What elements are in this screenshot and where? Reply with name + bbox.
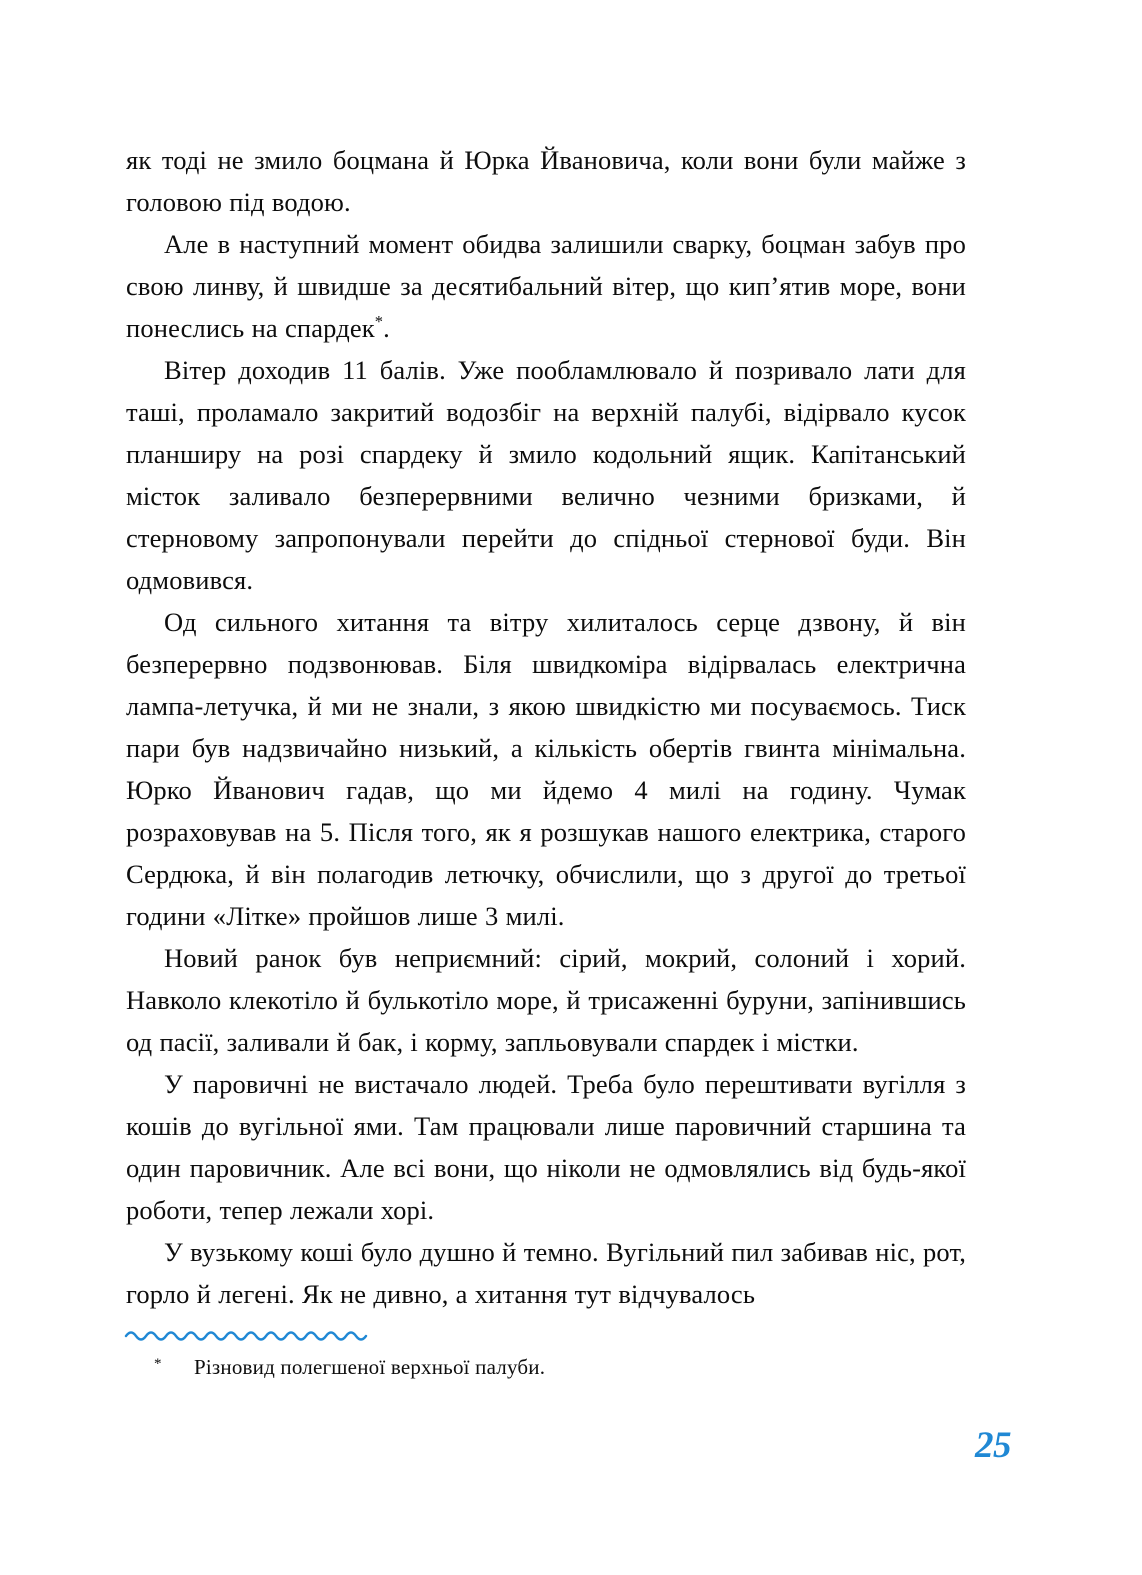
paragraph-text-after-marker: . <box>383 313 390 343</box>
footnote-zone <box>126 1327 966 1380</box>
wavy-divider-icon <box>126 1327 364 1341</box>
paragraph-narrow-basket: У вузькому коші було душно й темно. Вугільний пил забивав ніс, рот, горло й легені. Як не дивно, а хитання тут відчувалось <box>126 1237 966 1309</box>
paragraph-wind-force: Вітер доходив 11 балів. Уже пообламлювало й позривало лати для таші, проламало закритий водозбіг на верхній палубі, відірвало кусок планширу на розі спардеку й змило кодольний ящик. Капітанський місток заливало безперервними велично чезними бризками, й стерновому запропонували перейти до спідньої стернової буди. Він одмовився. <box>126 355 966 595</box>
footnote-text: Різновид полегшеної верхньої палуби. <box>194 1355 546 1379</box>
paragraph-with-footnote-marker <box>126 223 966 349</box>
footnote-marker-icon: * <box>374 312 384 332</box>
footnote-marker-symbol: * <box>154 1356 162 1372</box>
paragraph-text-before-marker: Але в наступний момент обидва залишили сварку, боцман забув про свою линву, й швидше за десятибальний вітер, що кип’ятив море, вони понеслись на спардек <box>126 229 966 343</box>
page-number: 25 <box>975 1425 1011 1466</box>
footnote-row <box>126 1354 966 1380</box>
paragraph-rolling-bell: Од сильного хитання та вітру хилиталось серце дзвону, й він безперервно подзвонював. Біля швидкоміра відірвалась електрична лампа-летучка, й ми не знали, з якою швидкістю ми посуваємось. Тиск пари був надзвичайно низький, а кількість обертів гвинта мінімальна. Юрко Йванович гадав, що ми йдемо 4 милі на годину. Чумак розраховував на 5. Після того, як я розшукав нашого електрика, старого Сердюка, й він полагодив летючку, обчислили, що з другої до третьої години «Літке» пройшов лише 3 милі. <box>126 607 966 931</box>
paragraph-new-morning: Новий ранок був неприємний: сірий, мокрий, солоний і хорий. Навколо клекотіло й булькотіло море, й трисаженні буруни, запінившись од пасії, заливали й бак, і корму, запльовували спардек і містки. <box>126 943 966 1057</box>
paragraph-continued: як тоді не змило боцмана й Юрка Йвановича, коли вони були майже з головою під водою. <box>126 145 966 217</box>
body-text-block <box>126 139 966 1315</box>
paragraph-boiler-room: У паровичні не вистачало людей. Треба було перештивати вугілля з кошів до вугільної ями. Там працювали лише паровичний старшина та один паровичник. Але всі вони, що ніколи не одмовлялись від будь-якої роботи, тепер лежали хорі. <box>126 1069 966 1225</box>
